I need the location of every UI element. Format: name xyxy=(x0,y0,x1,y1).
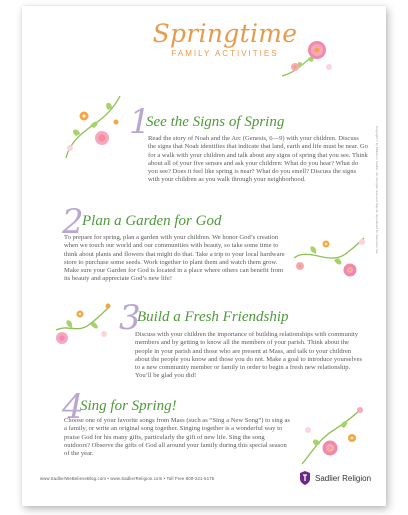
flower-vine-decoration-2 xyxy=(290,228,368,288)
section-body-4: Choose one of your favorite songs from Mass (such as “Sing a New Song”) to sing as a family, or write an original song together. Singing together is a wonderful way to praise God for his many gifts, particularly the gift of new life. Sing the song outdoors? Observe the gifts of God all around your family during this special season of the year. xyxy=(64,417,290,458)
brand-name: Sadlier Religion xyxy=(315,473,372,483)
section-heading-1: See the Signs of Spring xyxy=(146,114,285,130)
copyright-notice xyxy=(374,126,380,376)
title-subtitle: FAMILY ACTIVITIES xyxy=(171,49,279,58)
section-number-4: 4 xyxy=(62,387,84,427)
section-body-1: Read the story of Noah and the Arc (Genesis, 6—9) with your children. Discuss the signs that Noah identifies that indicate that land, earth and life must be near. Go for a walk with your children and talk about any signs of spring that you see. Think about all of your five senses and ask your children: What do you hear? What do you see? Does it feel like spring is near? What do you smell? Discuss the signs with your children as you walk through your neighborhood. xyxy=(148,135,368,184)
section-heading-2: Plan a Garden for God xyxy=(82,213,222,229)
page-title xyxy=(140,20,310,58)
section-heading-3: Build a Fresh Friendship xyxy=(137,309,289,325)
activity-sheet xyxy=(22,6,386,506)
title-script: Springtime xyxy=(152,19,298,48)
section-number-2: 2 xyxy=(62,202,84,242)
section-number-1: 1 xyxy=(129,102,151,142)
flower-vine-decoration-3 xyxy=(50,294,116,356)
copyright-text: Copyright © by William H. Sadlier, Inc. All rights reserved. May be reproduced for classroom use. xyxy=(375,126,379,255)
flower-vine-decoration-4 xyxy=(294,402,368,470)
section-heading-4: Sing for Spring! xyxy=(80,398,177,414)
flower-vine-decoration-1 xyxy=(56,90,128,166)
section-body-2: To prepare for spring, plan a garden with your children. We honor God’s creation when we touch our world and our communities with beauty, so take some time to think about plants and flowers that might do that. Take a trip to your local hardware store to purchase some seeds. Work together to plant them and watch them grow. Make sure your Garden for God is located in a place where others can benefit from its beauty and appreciate God’s new life! xyxy=(64,234,285,283)
footer-links: www.SadlierWeBelieveBlog.com • www.SadlierReligion.com • Toll Free 800-221-5175 xyxy=(40,476,215,481)
brand-logo xyxy=(298,471,371,485)
section-number-3: 3 xyxy=(119,298,141,338)
sadlier-logo-icon xyxy=(298,471,312,485)
section-body-3: Discuss with your children the importance of building relationships with community members and by getting to know all the members of your parish. Think about the people in your parish and those who are present at Mass, and talk to your children about the people you know and those you do not. Make a goal to introduce yourselves to a new community member or family in order to begin a fresh new relationship. You’ll be glad you did! xyxy=(135,331,363,380)
